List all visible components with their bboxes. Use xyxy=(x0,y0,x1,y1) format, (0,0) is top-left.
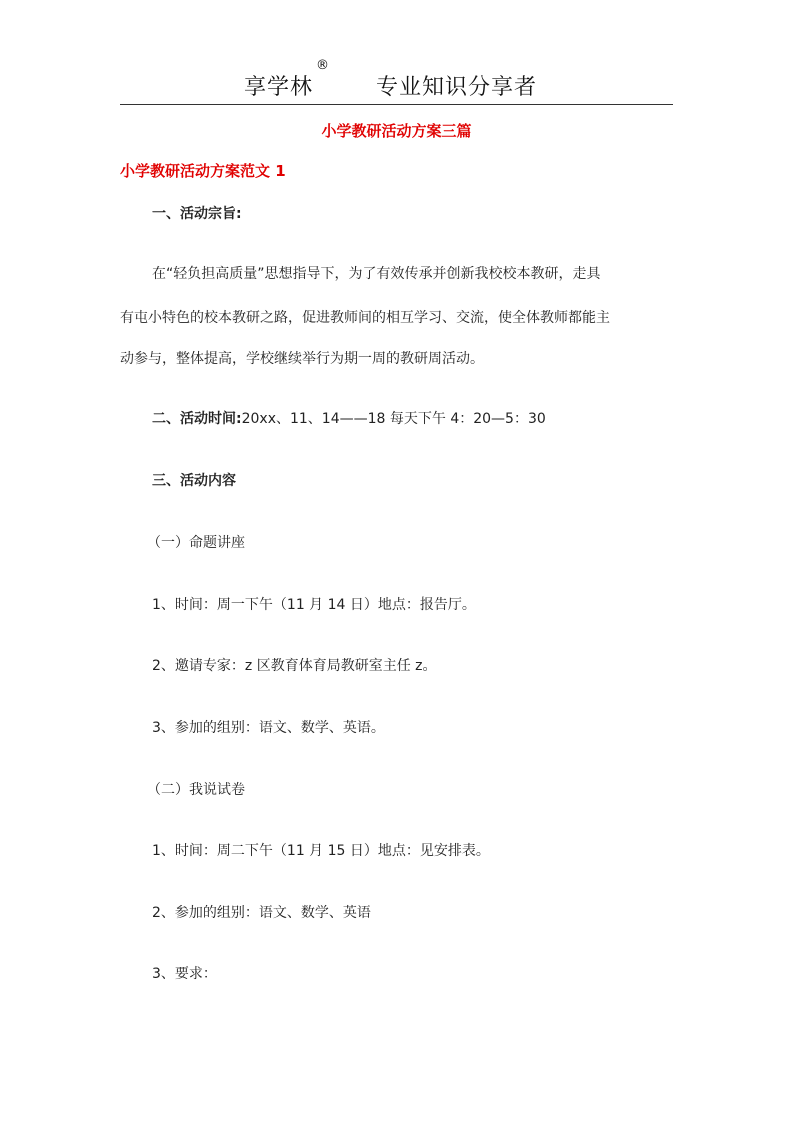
list-item: 1、时间：周一下午（11 月 14 日）地点：报告厅。 xyxy=(152,597,476,613)
paragraph-line: 动参与，整体提高，学校继续举行为期一周的教研周活动。 xyxy=(120,351,484,367)
section-title: 小学教研活动方案范文 1 xyxy=(120,162,286,180)
registered-mark: ® xyxy=(316,58,329,73)
list-item: 3、参加的组别：语文、数学、英语。 xyxy=(152,720,385,736)
heading-purpose: 一、活动宗旨: xyxy=(152,206,242,222)
brand-name: 享学林 xyxy=(244,75,314,100)
document-title: 小学教研活动方案三篇 xyxy=(321,122,472,140)
page-header xyxy=(120,58,673,105)
heading-time-value: 20xx、11、14——18 每天下午 4：20—5：30 xyxy=(241,411,546,427)
subsection-title: （二）我说试卷 xyxy=(147,782,245,798)
heading-time xyxy=(152,408,546,428)
list-item: 1、时间：周二下午（11 月 15 日）地点：见安排表。 xyxy=(152,843,490,859)
subsection-title: （一）命题讲座 xyxy=(147,535,245,551)
paragraph-line: 有屯小特色的校本教研之路，促进教师间的相互学习、交流，使全体教师都能主 xyxy=(120,310,610,326)
heading-content: 三、活动内容 xyxy=(152,473,236,489)
paragraph-line: 在“轻负担高质量”思想指导下，为了有效传承并创新我校校本教研，走具 xyxy=(152,266,601,282)
list-item: 2、参加的组别：语文、数学、英语 xyxy=(152,905,371,921)
brand-slogan: 专业知识分享者 xyxy=(376,75,538,100)
list-item: 2、邀请专家：z 区教育体育局教研室主任 z。 xyxy=(152,658,437,674)
list-item: 3、要求： xyxy=(152,966,217,982)
heading-time-label: 二、活动时间: xyxy=(152,411,242,427)
